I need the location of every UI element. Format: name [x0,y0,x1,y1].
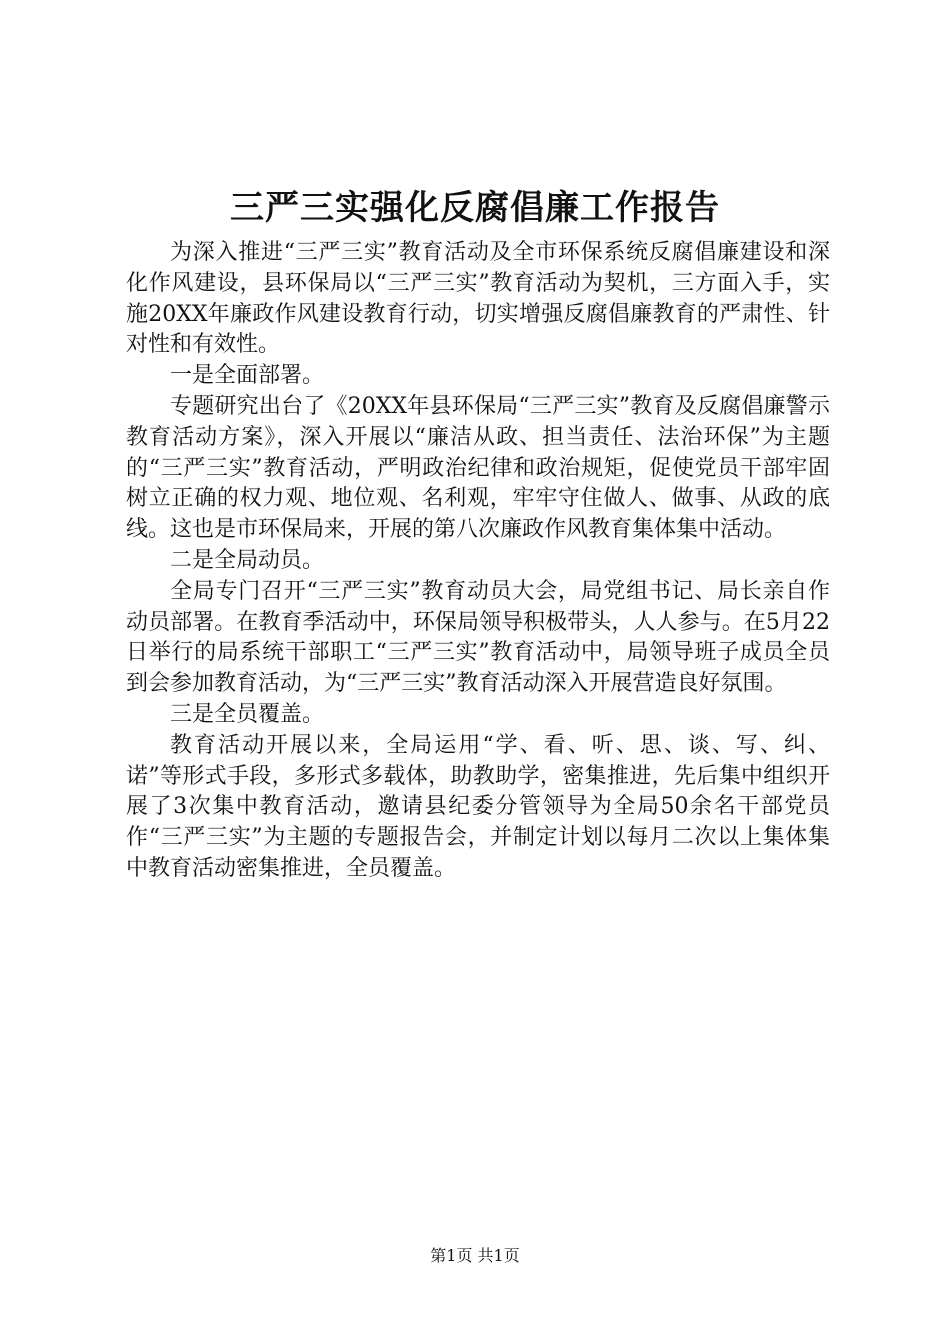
paragraph-section-2: 全局专门召开“三严三实”教育动员大会，局党组书记、局长亲自作动员部署。在教育季活动中，环保局领导积极带头，人人参与。在5月22日举行的局系统干部职工“三严三实”教育活动中，局领导班子成员全员到会参加教育活动，为“三严三实”教育活动深入开展营造良好氛围。 [126,578,830,697]
page-footer: 第1页 共1页 [430,1246,520,1265]
document-title: 三严三实强化反腐倡廉工作报告 [230,188,720,228]
section-heading-2: 二是全局动员。 [170,547,325,573]
paragraph-section-1: 专题研究出台了《20XX年县环保局“三严三实”教育及反腐倡廉警示教育活动方案》，深入开展以“廉洁从政、担当责任、法治环保”为主题的“三严三实”教育活动，严明政治纪律和政治规矩，促使党员干部牢固树立正确的权力观、地位观、名利观，牢牢守住做人、做事、从政的底线。这也是市环保局来，开展的第八次廉政作风教育集体集中活动。 [126,393,830,543]
section-heading-3: 三是全员覆盖。 [170,701,325,727]
document-body [126,238,830,885]
section-heading-1: 一是全面部署。 [170,363,325,389]
paragraph-intro: 为深入推进“三严三实”教育活动及全市环保系统反腐倡廉建设和深化作风建设，县环保局以“三严三实”教育活动为契机，三方面入手，实施20XX年廉政作风建设教育行动，切实增强反腐倡廉教育的严肃性、针对性和有效性。 [126,240,830,358]
paragraph-section-3: 教育活动开展以来，全局运用“学、看、听、思、谈、写、纠、诺”等形式手段，多形式多载体，助教助学，密集推进，先后集中组织开展了3次集中教育活动，邀请县纪委分管领导为全局50余名干部党员作“三严三实”为主题的专题报告会，并制定计划以每月二次以上集体集中教育活动密集推进，全员覆盖。 [126,732,830,881]
